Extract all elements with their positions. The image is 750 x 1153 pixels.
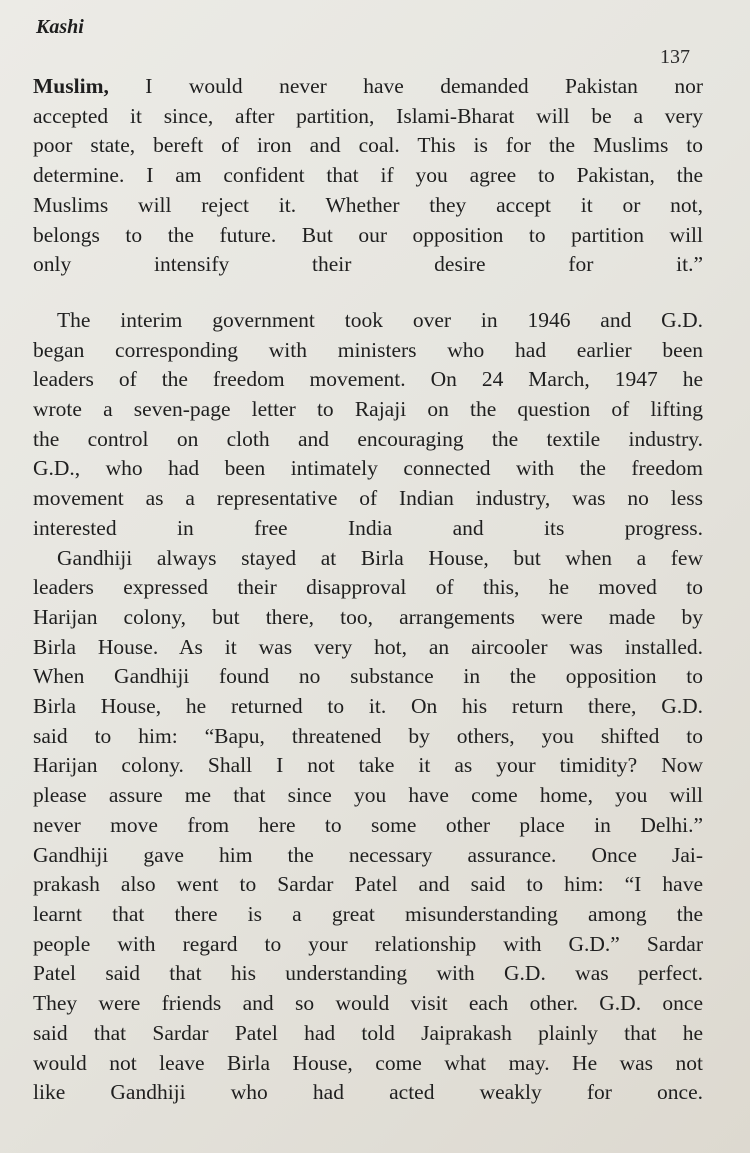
text-line: determine. I am confident that if you agree to Pakistan, the [33, 163, 703, 188]
text-line: leaders of the freedom movement. On 24 March, 1947 he [33, 367, 703, 392]
text-line: please assure me that since you have come home, you will [33, 783, 703, 808]
text-line: would not leave Birla House, come what may. He was not [33, 1050, 703, 1075]
text-line: Muslims will reject it. Whether they accept it or not, [33, 192, 703, 217]
text-line: Birla House. As it was very hot, an aircooler was installed. [33, 634, 703, 659]
text-line: movement as a representative of Indian industry, was no less [33, 486, 703, 511]
text-line: leaders expressed their disapproval of this, he moved to [33, 575, 703, 600]
text-line: said to him: “Bapu, threatened by others, you shifted to [33, 723, 703, 748]
text-line: only intensify their desire for it.” [33, 252, 703, 277]
text-line: G.D., who had been intimately connected with the freedom [33, 456, 703, 481]
text-line: Harijan colony. Shall I not take it as your timidity? Now [33, 753, 703, 778]
text-line: When Gandhiji found no substance in the opposition to [33, 664, 703, 689]
running-head: Kashi [36, 16, 84, 38]
text-line: Gandhiji gave him the necessary assurance. Once Jai- [33, 842, 703, 867]
text-segment: I would never have demanded Pakistan nor [108, 74, 703, 98]
text-line: belongs to the future. But our opposition to partition will [33, 222, 703, 247]
text-line: accepted it since, after partition, Islami-Bharat will be a very [33, 103, 703, 128]
text-line: Gandhiji always stayed at Birla House, but when a few [57, 545, 703, 570]
paragraph-gap [33, 280, 703, 306]
lead-word: Muslim, [33, 74, 109, 98]
text-line: Harijan colony, but there, too, arrangements were made by [33, 604, 703, 629]
text-line: the control on cloth and encouraging the textile industry. [33, 426, 703, 451]
text-line: interested in free India and its progress. [33, 515, 703, 540]
text-line: learnt that there is a great misunderstanding among the [33, 901, 703, 926]
paragraph-2 [33, 306, 703, 544]
text-line: poor state, bereft of iron and coal. This is for the Muslims to [33, 133, 703, 158]
text-line: said that Sardar Patel had told Jaiprakash plainly that he [33, 1020, 703, 1045]
text-line: began corresponding with ministers who had earlier been [33, 337, 703, 362]
text-line: never move from here to some other place in Delhi.” [33, 812, 703, 837]
text-line: Patel said that his understanding with G.D. was perfect. [33, 961, 703, 986]
page-number: 137 [660, 46, 690, 68]
text-line: They were friends and so would visit each other. G.D. once [33, 991, 703, 1016]
text-line: prakash also went to Sardar Patel and said to him: “I have [33, 872, 703, 897]
text-line: Birla House, he returned to it. On his return there, G.D. [33, 694, 703, 719]
text-line: people with regard to your relationship with G.D.” Sardar [33, 931, 703, 956]
text-line: The interim government took over in 1946 and G.D. [57, 307, 703, 332]
body-text [33, 72, 703, 1108]
text-line [33, 72, 703, 102]
paragraph-3 [33, 544, 703, 1108]
text-line: like Gandhiji who had acted weakly for once. [33, 1080, 703, 1105]
text-line: wrote a seven-page letter to Rajaji on the question of lifting [33, 397, 703, 422]
paragraph-1 [33, 72, 703, 280]
